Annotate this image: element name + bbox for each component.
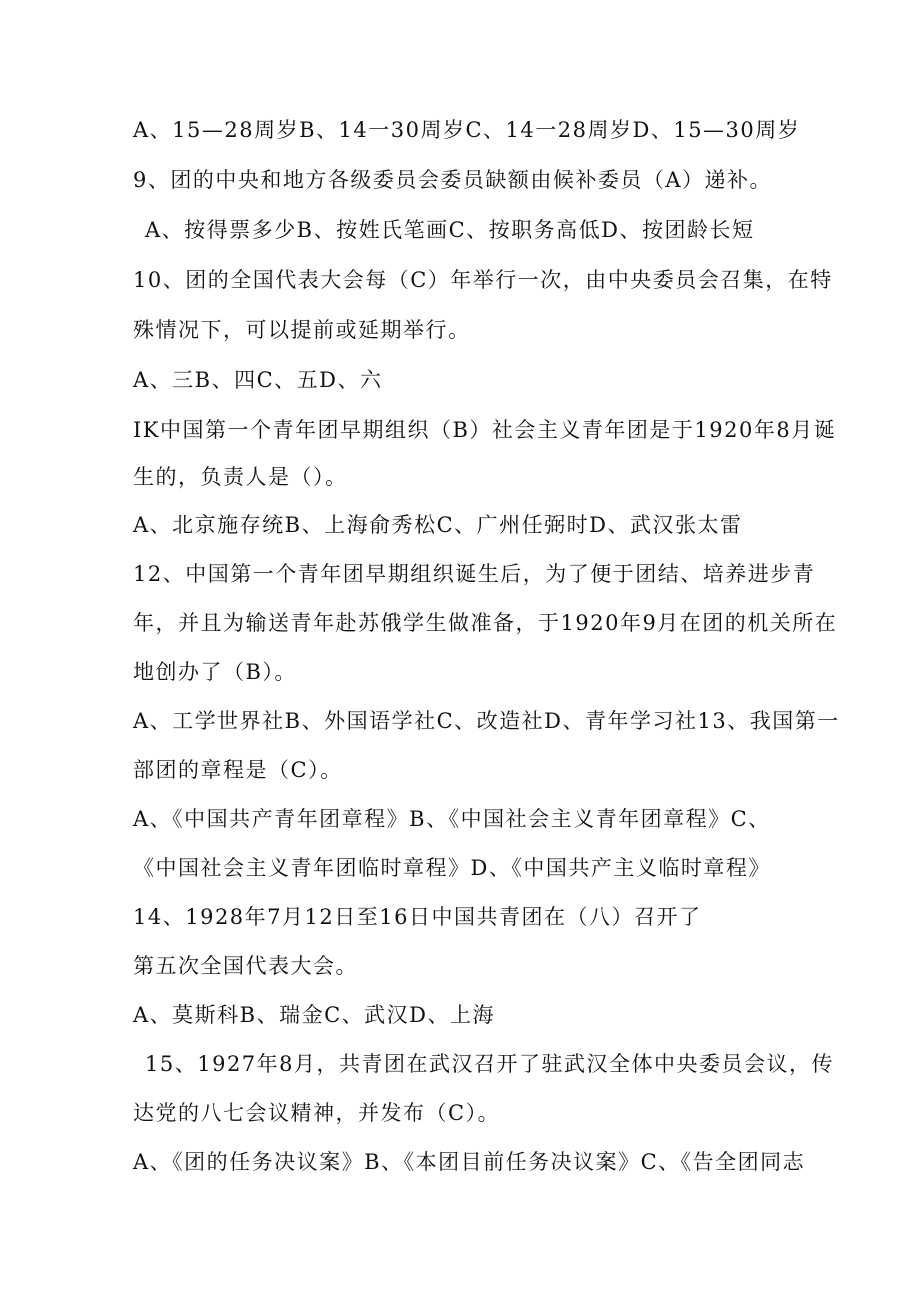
question-15-continued: 达党的八七会议精神，并发布（C）。 [133, 1101, 501, 1125]
answer-options-line: A、莫斯科B、瑞金C、武汉D、上海 [133, 1003, 496, 1027]
answer-options-line: A、北京施存统B、上海俞秀松C、广州任弼时D、武汉张太雷 [133, 513, 743, 537]
question-10-continued: 殊情况下，可以提前或延期举行。 [133, 318, 471, 342]
answer-options-line: A、《团的任务决议案》B、《本团目前任务决议案》C、《告全团同志 [133, 1150, 806, 1174]
question-10: 10、团的全国代表大会每（C）年举行一次，由中央委员会召集，在特 [133, 268, 833, 292]
question-12-continued: 地创办了（B）。 [133, 660, 297, 684]
question-14-continued: 第五次全国代表大会。 [133, 954, 358, 978]
question-13-continued: 部团的章程是（C）。 [133, 758, 343, 782]
question-12-continued: 年，并且为输送青年赴苏俄学生做准备，于1920年9月在团的机关所在 [133, 611, 838, 635]
answer-options-line: 《中国社会主义青年团临时章程》D、《中国共产主义临时章程》 [133, 856, 771, 880]
question-15: 15、1927年8月，共青团在武汉召开了驻武汉全体中央委员会议，传 [145, 1052, 835, 1076]
answer-options-line: A、三B、四C、五D、六 [133, 368, 383, 392]
answer-options-line: A、按得票多少B、按姓氏笔画C、按职务高低D、按团龄长短 [145, 218, 755, 242]
answer-options-line: A、15—28周岁B、14一30周岁C、14一28周岁D、15—30周岁 [133, 118, 801, 142]
question-14: 14、1928年7月12日至16日中国共青团在（八）召开了 [133, 905, 702, 929]
answer-options-line: A、工学世界社B、外国语学社C、改造社D、青年学习社13、我国第一 [133, 709, 840, 733]
question-12: 12、中国第一个青年团早期组织诞生后，为了便于团结、培养进步青 [133, 562, 816, 586]
question-11: IK中国第一个青年团早期组织（B）社会主义青年团是于1920年8月诞 [133, 418, 837, 442]
question-11-continued: 生的，负责人是（）。 [133, 465, 348, 489]
question-9: 9、团的中央和地方各级委员会委员缺额由候补委员（A）递补。 [133, 168, 773, 192]
answer-options-line: A、《中国共产青年团章程》B、《中国社会主义青年团章程》C、 [133, 807, 771, 831]
